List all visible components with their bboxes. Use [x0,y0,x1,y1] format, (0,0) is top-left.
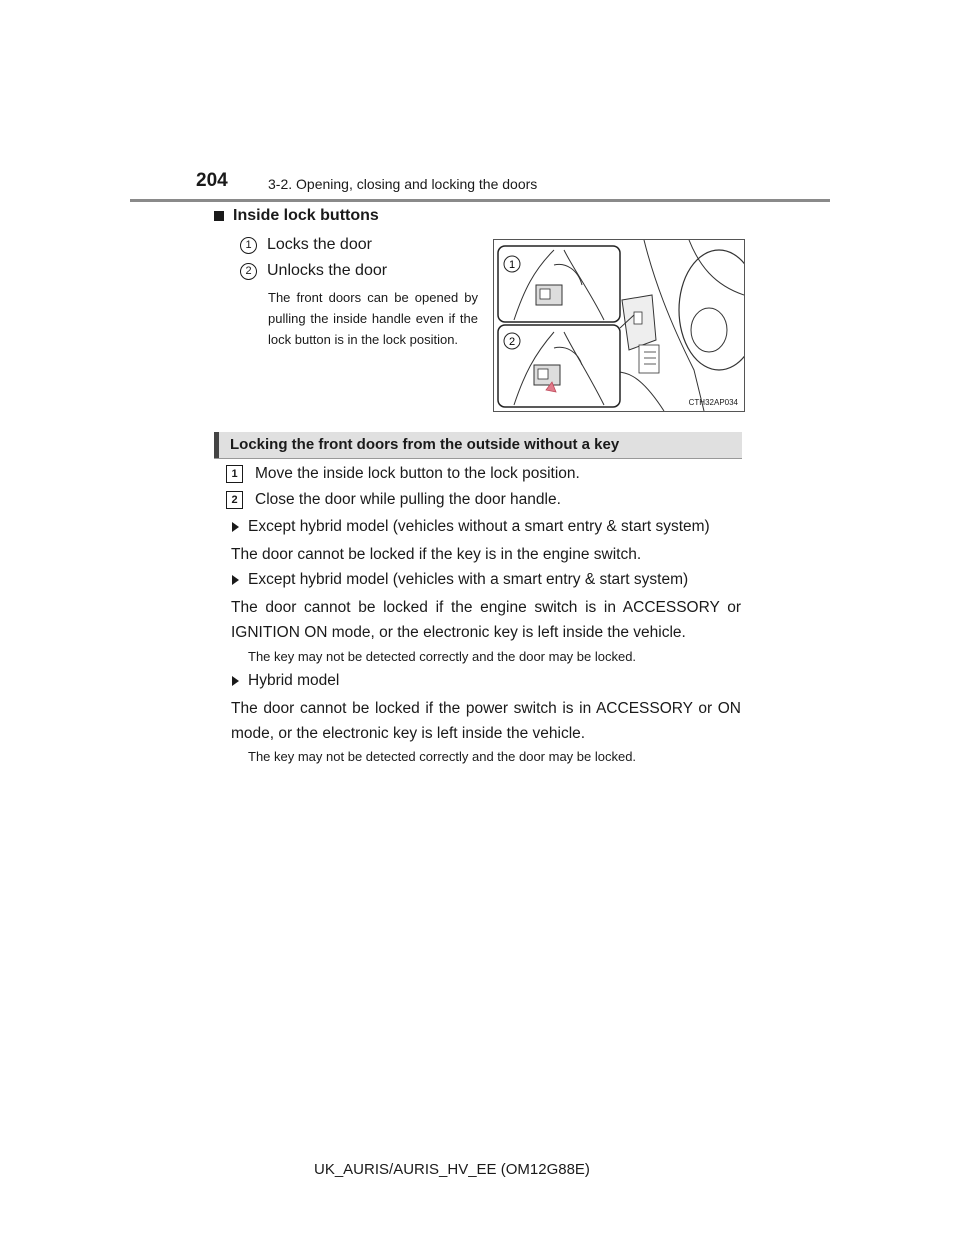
circled-number-icon: 2 [240,263,257,280]
step-text: Move the inside lock button to the lock position. [255,465,580,482]
callout-label-1: 1 [508,259,516,271]
circled-number-icon: 1 [240,237,257,254]
triangle-bullet-icon [232,575,239,585]
variant-note-2: The key may not be detected correctly and the door may be locked. [248,649,637,664]
variant-text-1: The door cannot be locked if the key is in the engine switch. [231,546,642,563]
callout-label-2: 2 [508,336,516,348]
square-bullet-icon [214,211,224,221]
step-2 [226,491,561,509]
variant-label-3 [232,672,339,690]
list-item-text: Locks the door [267,236,372,253]
variant-label-text: Except hybrid model (vehicles without a smart entry & start system) [248,518,710,535]
door-interior-drawing [494,240,744,411]
section-heading-outside-lock: Locking the front doors from the outside without a key [230,436,620,453]
variant-text-3: The door cannot be locked if the power switch is in ACCESSORY or ON mode, or the electronic key is left inside the vehicle. [231,700,741,742]
header-divider [130,199,830,202]
step-text: Close the door while pulling the door handle. [255,491,561,508]
step-number-box: 1 [226,465,243,483]
inside-lock-note: The front doors can be opened by pulling the inside handle even if the lock button is in the lock position. [268,290,478,347]
page-number: 204 [196,170,228,191]
section-heading-inside-lock [214,207,379,225]
list-item-lock [240,236,372,254]
heading-bar-marker [214,432,219,458]
door-lock-illustration [493,239,745,412]
chapter-title: 3-2. Opening, closing and locking the doors [268,176,538,192]
variant-label-2 [232,571,688,589]
list-item-unlock [240,262,387,280]
variant-label-text: Except hybrid model (vehicles with a smart entry & start system) [248,571,689,588]
variant-label-text: Hybrid model [248,672,340,689]
triangle-bullet-icon [232,676,239,686]
section-heading-bar [214,432,742,459]
list-item-text: Unlocks the door [267,262,388,279]
variant-note-3: The key may not be detected correctly and the door may be locked. [248,749,637,764]
triangle-bullet-icon [232,522,239,532]
variant-label-1 [232,518,710,536]
figure-code: CTH32AP034 [688,398,738,407]
variant-text-2: The door cannot be locked if the engine switch is in ACCESSORY or IGNITION ON mode, or the electronic key is left inside the vehicle. [231,599,741,641]
footer-model-code: UK_AURIS/AURIS_HV_EE (OM12G88E) [314,1161,590,1178]
section-heading-text: Inside lock buttons [233,207,379,224]
step-1 [226,465,580,483]
step-number-box: 2 [226,491,243,509]
